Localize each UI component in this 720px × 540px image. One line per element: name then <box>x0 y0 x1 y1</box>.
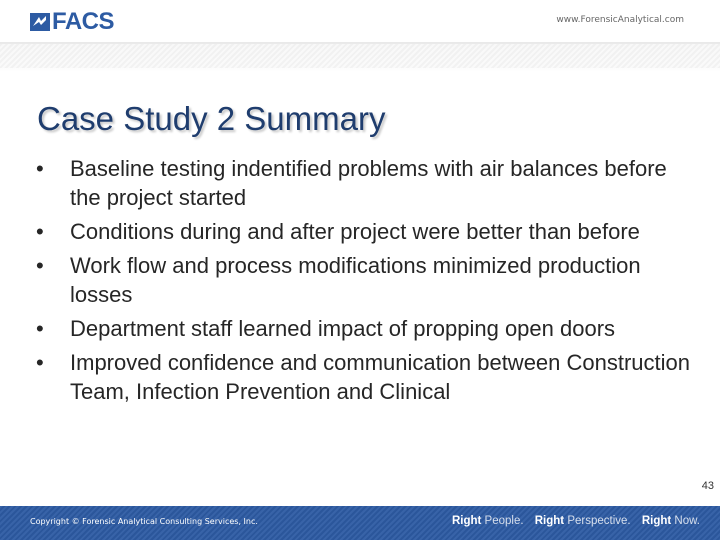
bullet-dot: • <box>36 316 44 341</box>
bullet-item <box>36 251 696 309</box>
footer <box>0 506 720 540</box>
bullet-list <box>36 154 696 411</box>
bullet-dot: • <box>36 156 44 181</box>
facs-logo-icon <box>30 11 50 33</box>
tagline-word: Right <box>451 515 482 527</box>
tagline-rest: Perspective. <box>567 515 631 527</box>
bullet-item <box>36 154 696 212</box>
bullet-item <box>36 314 696 343</box>
copyright-text: Copyright © Forensic Analytical Consulting Services, Inc. <box>30 517 258 526</box>
bullet-dot: • <box>36 350 44 375</box>
header-stripe <box>0 44 720 68</box>
bullet-dot: • <box>36 219 44 244</box>
bullet-text: Department staff learned impact of propping open doors <box>70 316 616 341</box>
bullet-text: Improved confidence and communication between Construction Team, Infection Prevention and Clinical <box>70 350 691 404</box>
tagline-word: Right <box>641 515 672 527</box>
tagline-rest: Now. <box>674 515 700 527</box>
facs-logo <box>30 9 114 35</box>
bullet-text: Conditions during and after project were better than before <box>70 219 640 244</box>
tagline <box>452 515 700 527</box>
bullet-item <box>36 217 696 246</box>
bullet-text: Baseline testing indentified problems with air balances before the project started <box>70 156 667 210</box>
tagline-rest: People. <box>484 515 524 527</box>
bullet-dot: • <box>36 253 44 278</box>
tagline-word: Right <box>534 515 565 527</box>
logo-text: FACS <box>52 8 115 35</box>
bullet-item <box>36 348 696 406</box>
slide-title: Case Study 2 Summary <box>37 100 386 137</box>
bullet-text: Work flow and process modifications minimized production losses <box>70 253 641 307</box>
page-number: 43 <box>701 480 714 492</box>
website-url: www.ForensicAnalytical.com <box>556 15 684 25</box>
header <box>0 0 720 44</box>
